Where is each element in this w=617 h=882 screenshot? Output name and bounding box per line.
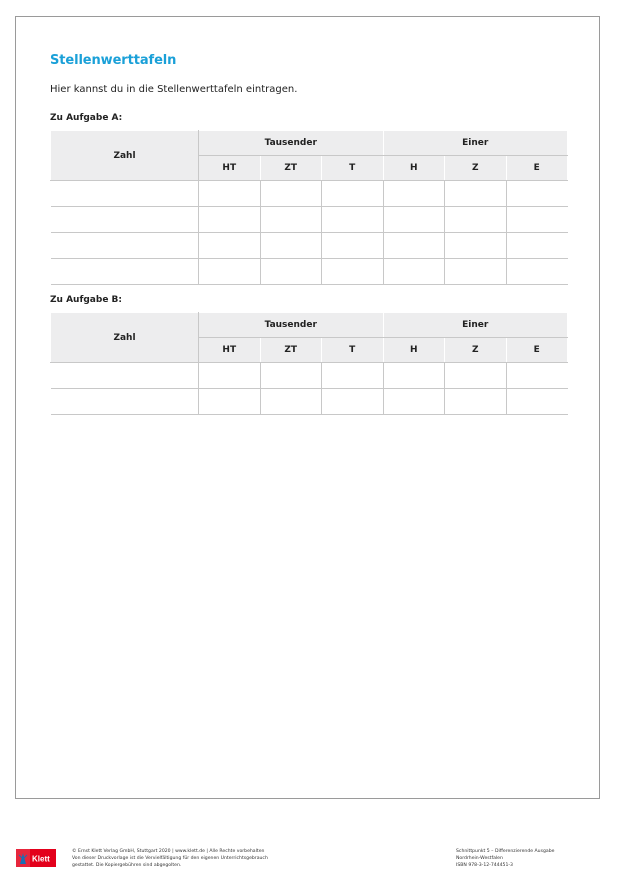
- cell-t[interactable]: [322, 207, 384, 233]
- cell-e[interactable]: [506, 233, 568, 259]
- cell-ht[interactable]: [199, 207, 261, 233]
- cell-zahl[interactable]: [51, 389, 199, 415]
- cell-zt[interactable]: [260, 259, 322, 285]
- header-e: E: [506, 338, 568, 363]
- header-zahl: Zahl: [51, 131, 199, 181]
- header-t: T: [322, 156, 384, 181]
- cell-h[interactable]: [383, 389, 445, 415]
- cell-zt[interactable]: [260, 389, 322, 415]
- table-row: [51, 181, 568, 207]
- cell-zt[interactable]: [260, 181, 322, 207]
- cell-h[interactable]: [383, 259, 445, 285]
- cell-t[interactable]: [322, 259, 384, 285]
- cell-zahl[interactable]: [51, 233, 199, 259]
- cell-e[interactable]: [506, 389, 568, 415]
- footer-book-info: Schnittpunkt 5 – Differenzierende Ausgabe Nordrhein-Westfalen ISBN 978-3-12-744451-3: [456, 849, 555, 868]
- cell-zahl[interactable]: [51, 259, 199, 285]
- cell-h[interactable]: [383, 233, 445, 259]
- cell-z[interactable]: [445, 389, 507, 415]
- cell-e[interactable]: [506, 207, 568, 233]
- cell-zt[interactable]: [260, 207, 322, 233]
- header-zt: ZT: [260, 338, 322, 363]
- header-ht: HT: [199, 338, 261, 363]
- cell-z[interactable]: [445, 207, 507, 233]
- footer-copyright: © Ernst Klett Verlag GmbH, Stuttgart 2020 | www.klett.de | Alle Rechte vorbehalten Von dieser Druckvorlage ist die Vervielfältigung für den eigenen Unterrichtsgebrauch gestattet. Die Kopiergebühren sind abgegolten.: [72, 849, 268, 868]
- page-footer: [0, 840, 617, 882]
- cell-ht[interactable]: [199, 363, 261, 389]
- cell-t[interactable]: [322, 233, 384, 259]
- cell-ht[interactable]: [199, 233, 261, 259]
- place-value-table-b: [50, 312, 568, 415]
- cell-zahl[interactable]: [51, 207, 199, 233]
- cell-zahl[interactable]: [51, 363, 199, 389]
- cell-h[interactable]: [383, 181, 445, 207]
- place-value-table-a: [50, 130, 568, 285]
- header-zahl: Zahl: [51, 313, 199, 363]
- cell-h[interactable]: [383, 207, 445, 233]
- header-tausender: Tausender: [199, 131, 384, 156]
- cell-z[interactable]: [445, 181, 507, 207]
- cell-z[interactable]: [445, 363, 507, 389]
- svg-text:Klett: Klett: [32, 854, 50, 864]
- cell-e[interactable]: [506, 363, 568, 389]
- table-row: [51, 259, 568, 285]
- klett-logo-icon: [16, 849, 56, 867]
- header-zt: ZT: [260, 156, 322, 181]
- cell-zt[interactable]: [260, 233, 322, 259]
- section-label-a: Zu Aufgabe A:: [50, 113, 123, 123]
- cell-t[interactable]: [322, 389, 384, 415]
- cell-e[interactable]: [506, 259, 568, 285]
- header-einer: Einer: [383, 131, 568, 156]
- header-tausender: Tausender: [199, 313, 384, 338]
- table-row: [51, 363, 568, 389]
- intro-text: Hier kannst du in die Stellenwerttafeln eintragen.: [50, 84, 298, 95]
- cell-e[interactable]: [506, 181, 568, 207]
- cell-zahl[interactable]: [51, 181, 199, 207]
- cell-ht[interactable]: [199, 181, 261, 207]
- cell-t[interactable]: [322, 181, 384, 207]
- section-label-b: Zu Aufgabe B:: [50, 295, 123, 305]
- table-row: [51, 207, 568, 233]
- cell-z[interactable]: [445, 259, 507, 285]
- cell-h[interactable]: [383, 363, 445, 389]
- header-z: Z: [445, 156, 507, 181]
- cell-ht[interactable]: [199, 389, 261, 415]
- header-e: E: [506, 156, 568, 181]
- header-t: T: [322, 338, 384, 363]
- table-row: [51, 233, 568, 259]
- cell-zt[interactable]: [260, 363, 322, 389]
- header-h: H: [383, 156, 445, 181]
- header-z: Z: [445, 338, 507, 363]
- cell-ht[interactable]: [199, 259, 261, 285]
- page-title: Stellenwerttafeln: [50, 53, 177, 68]
- cell-t[interactable]: [322, 363, 384, 389]
- cell-z[interactable]: [445, 233, 507, 259]
- header-einer: Einer: [383, 313, 568, 338]
- header-h: H: [383, 338, 445, 363]
- header-ht: HT: [199, 156, 261, 181]
- table-row: [51, 389, 568, 415]
